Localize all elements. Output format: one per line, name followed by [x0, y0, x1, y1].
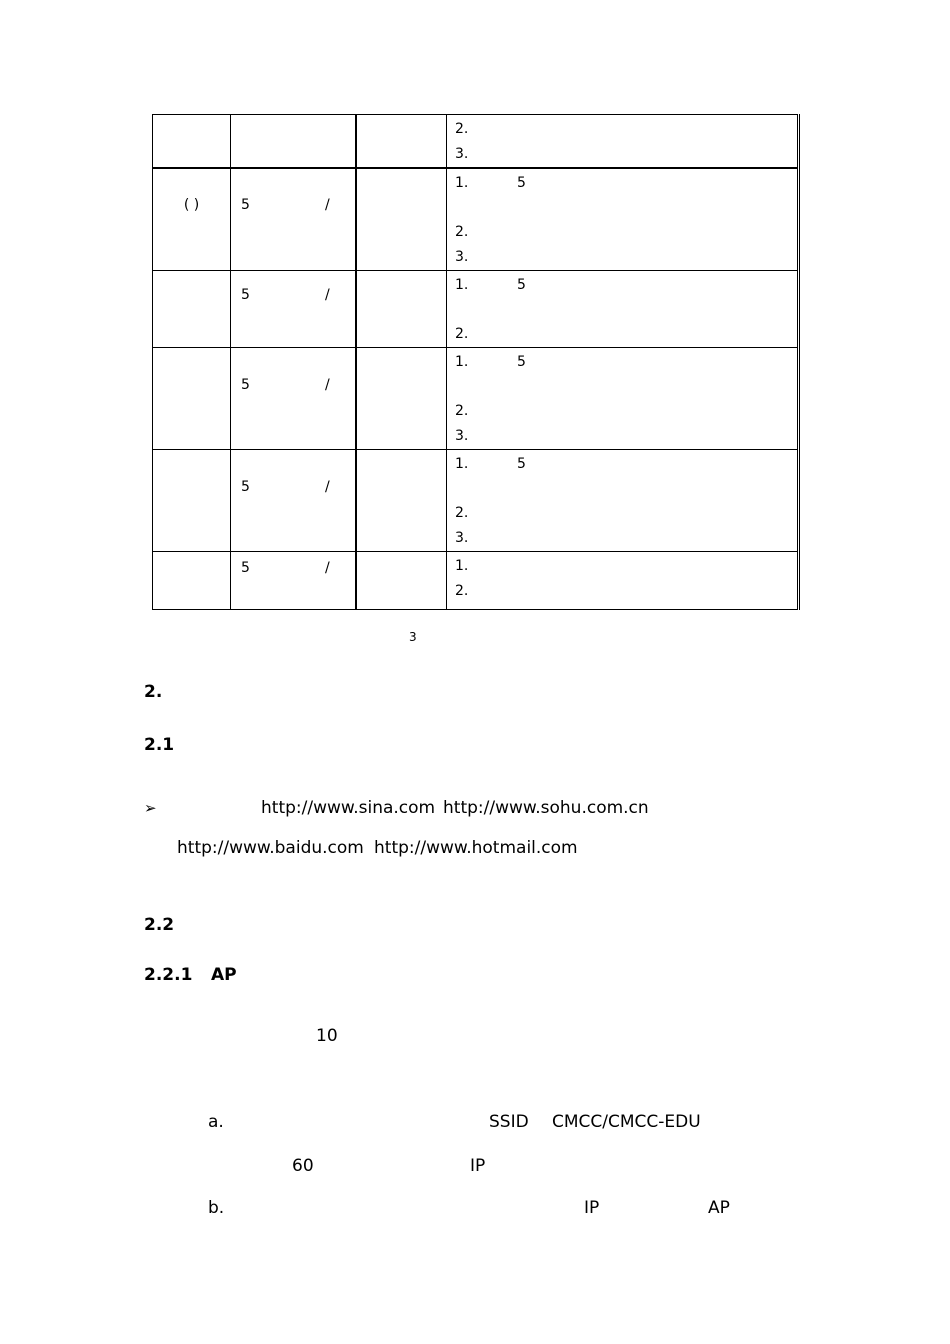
- table-cell-category: [153, 271, 231, 348]
- table-caption: 3: [409, 630, 417, 644]
- quota-number: 5: [241, 479, 250, 495]
- step-item: [455, 322, 797, 347]
- step-item: [455, 579, 797, 604]
- table-row: [153, 450, 799, 552]
- step-number: 2.: [455, 224, 469, 240]
- step-text: [479, 501, 517, 526]
- table-cell-method: [356, 348, 447, 450]
- item-b-ap: AP: [708, 1198, 730, 1218]
- quota-slash: /: [325, 287, 330, 303]
- section-2-heading: 2.: [144, 682, 163, 702]
- step-text: [479, 554, 517, 579]
- step-item: [455, 452, 797, 477]
- category-label: [153, 348, 230, 376]
- table-cell-quota: [231, 348, 356, 450]
- url-baidu: http://www.baidu.com: [177, 838, 364, 858]
- table-cell-method: [356, 271, 447, 348]
- step-item: [455, 245, 797, 270]
- url-hotmail: http://www.hotmail.com: [374, 838, 578, 858]
- step-text: 5: [517, 354, 526, 370]
- table-cell-quota: [231, 115, 356, 169]
- item-b-marker: b.: [208, 1198, 225, 1218]
- table-cell-steps: [447, 168, 799, 271]
- table-cell-category: [153, 168, 231, 271]
- table-cell-steps: [447, 450, 799, 552]
- quota-slash: /: [325, 479, 330, 495]
- step-number: 2.: [455, 403, 469, 419]
- category-label: ( ): [183, 197, 200, 213]
- step-text: 5: [517, 277, 526, 293]
- quota-number: 5: [241, 197, 250, 213]
- item-a-ip: IP: [470, 1156, 486, 1176]
- category-label: [153, 271, 230, 299]
- section-2-2-1-number: 2.2.1: [144, 965, 193, 985]
- ssid-value: CMCC/CMCC-EDU: [552, 1112, 701, 1132]
- table-cell-category: [153, 552, 231, 610]
- step-text: [479, 399, 517, 424]
- step-item: [455, 424, 797, 449]
- url-sina: http://www.sina.com: [261, 798, 436, 818]
- table-cell-steps: [447, 552, 799, 610]
- step-text: [479, 424, 517, 449]
- arrow-bullet-icon: ➢: [144, 799, 157, 817]
- ssid-label: SSID: [489, 1112, 529, 1132]
- step-number: 2.: [455, 121, 469, 137]
- step-text: [479, 245, 517, 270]
- step-item: [455, 399, 797, 424]
- table-cell-steps: [447, 115, 799, 169]
- step-number: 1.: [455, 456, 469, 472]
- step-number: 1.: [455, 354, 469, 370]
- table-cell-method: [356, 552, 447, 610]
- step-number: 3.: [455, 428, 469, 444]
- step-item: [455, 526, 797, 551]
- step-number: 3.: [455, 146, 469, 162]
- step-item: [455, 554, 797, 579]
- step-number: 3.: [455, 530, 469, 546]
- step-number: 1.: [455, 558, 469, 574]
- table-row: [153, 552, 799, 610]
- quota-number: 5: [241, 560, 250, 576]
- url-sohu: http://www.sohu.com.cn: [443, 798, 649, 818]
- step-item: [455, 501, 797, 526]
- step-number: 2.: [455, 583, 469, 599]
- table-cell-method: [356, 450, 447, 552]
- step-number: 2.: [455, 326, 469, 342]
- table-cell-quota: [231, 552, 356, 610]
- step-item: [455, 142, 797, 167]
- step-item: [455, 117, 797, 142]
- quota-slash: /: [325, 377, 330, 393]
- step-number: 1.: [455, 277, 469, 293]
- step-text: [479, 220, 517, 245]
- table-cell-quota: [231, 271, 356, 348]
- paragraph-number: 10: [316, 1026, 338, 1046]
- step-text: [479, 526, 517, 551]
- quota-number: 5: [241, 377, 250, 393]
- step-number: 2.: [455, 505, 469, 521]
- item-a-marker: a.: [208, 1112, 224, 1132]
- quota-slash: /: [325, 560, 330, 576]
- table-cell-category: [153, 450, 231, 552]
- step-text: [479, 117, 517, 142]
- step-text: 5: [517, 456, 526, 472]
- step-item: [455, 350, 797, 375]
- category-label: [153, 552, 230, 580]
- table-cell-method: [356, 115, 447, 169]
- spec-table: [152, 114, 800, 610]
- quota-slash: /: [325, 197, 330, 213]
- table-row: [153, 271, 799, 348]
- section-2-1-heading: 2.1: [144, 735, 175, 755]
- step-text: 5: [517, 175, 526, 191]
- step-item: [455, 171, 797, 196]
- step-text: [479, 322, 517, 347]
- section-2-2-1-title: AP: [211, 965, 237, 985]
- table-row: [153, 348, 799, 450]
- table-cell-method: [356, 168, 447, 271]
- table-cell-quota: [231, 168, 356, 271]
- item-a-seconds: 60: [292, 1156, 314, 1176]
- category-label: [153, 115, 230, 143]
- item-b-ip: IP: [584, 1198, 600, 1218]
- table-cell-quota: [231, 450, 356, 552]
- table-cell-category: [153, 348, 231, 450]
- table-row: [153, 115, 799, 169]
- step-number: 3.: [455, 249, 469, 265]
- section-2-2-heading: 2.2: [144, 915, 175, 935]
- step-item: [455, 220, 797, 245]
- step-number: 1.: [455, 175, 469, 191]
- category-label: [153, 450, 230, 478]
- step-text: [479, 579, 517, 604]
- table-row: [153, 168, 799, 271]
- quota-number: 5: [241, 287, 250, 303]
- table-cell-category: [153, 115, 231, 169]
- table-cell-steps: [447, 348, 799, 450]
- step-item: [455, 273, 797, 298]
- step-text: [479, 142, 517, 167]
- table-cell-steps: [447, 271, 799, 348]
